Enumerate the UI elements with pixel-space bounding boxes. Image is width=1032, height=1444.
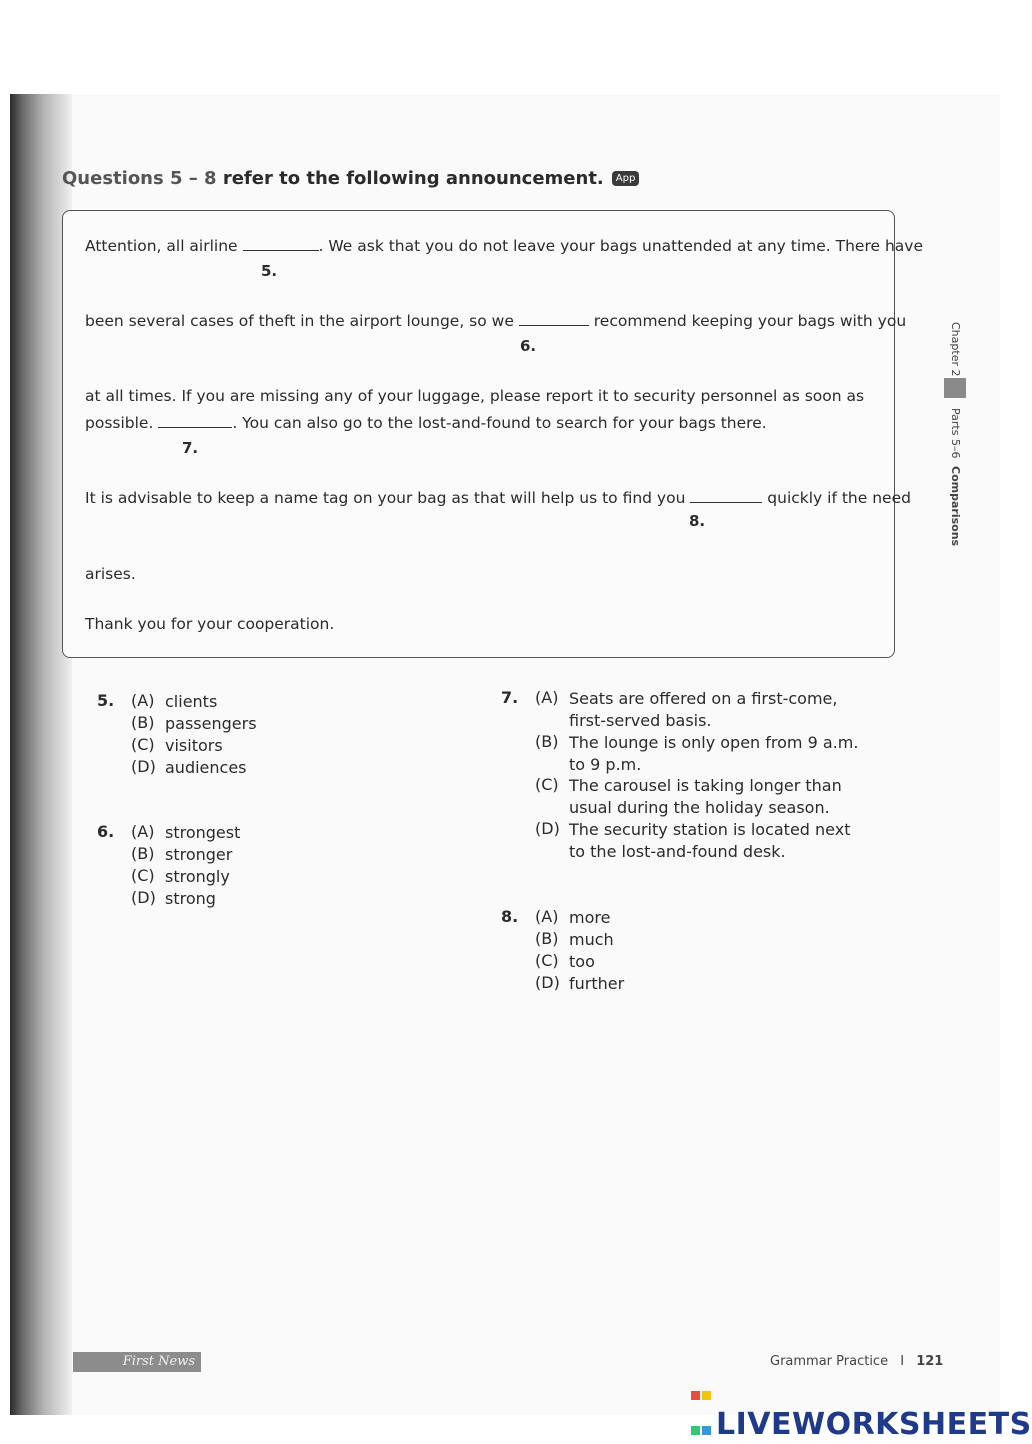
option-letter: (C) <box>535 951 559 970</box>
option-7a[interactable] <box>535 688 869 732</box>
question-number: 6. <box>97 822 115 841</box>
option-letter: (D) <box>535 973 560 992</box>
option-text: audiences <box>165 758 247 777</box>
option-letter: (C) <box>131 735 155 754</box>
liveworksheets-logo-icon <box>690 1374 712 1444</box>
blank-7[interactable] <box>158 413 232 428</box>
option-5c[interactable] <box>131 735 223 757</box>
line-2-end: recommend keeping your bags with you <box>593 312 907 330</box>
watermark-text: LIVEWORKSHEETS <box>716 1407 1032 1442</box>
announcement-line-3: at all times. If you are missing any of your luggage, please report it to security personnel as soon as <box>85 387 865 405</box>
option-5d[interactable] <box>131 757 247 779</box>
option-7b[interactable] <box>535 732 869 776</box>
option-letter: (B) <box>131 713 155 732</box>
announcement-box <box>62 210 923 658</box>
question-6 <box>97 822 397 922</box>
option-7d[interactable] <box>535 819 869 863</box>
option-letter: (C) <box>535 775 559 794</box>
line-1-start: Attention, all airline <box>85 237 238 255</box>
side-tab-marker <box>944 378 966 398</box>
option-8b[interactable] <box>535 929 614 951</box>
question-number: 5. <box>97 691 115 710</box>
page-footer <box>770 1354 943 1369</box>
announcement-closing: Thank you for your cooperation. <box>85 615 335 633</box>
announcement-line-1 <box>85 236 923 255</box>
option-text: The carousel is taking longer than usual during the holiday season. <box>569 776 842 817</box>
option-letter: (B) <box>131 844 155 863</box>
option-text: strongest <box>165 823 241 842</box>
page-number: 121 <box>916 1354 944 1369</box>
blank-number-5: 5. <box>261 262 278 280</box>
option-8c[interactable] <box>535 951 595 973</box>
question-number: 8. <box>501 907 519 926</box>
announcement-line-5 <box>85 488 911 507</box>
option-letter: (A) <box>535 688 559 707</box>
line-5-start: It is advisable to keep a name tag on your bag as that will help us to find you <box>85 489 686 507</box>
option-letter: (D) <box>131 888 156 907</box>
question-7 <box>501 688 881 868</box>
heading-question-range: Questions 5 – 8 <box>62 168 217 189</box>
option-8d[interactable] <box>535 973 624 995</box>
option-5a[interactable] <box>131 691 217 713</box>
line-4-start: possible. <box>85 414 154 432</box>
blank-8[interactable] <box>690 488 762 503</box>
side-parts: Parts 5–6 <box>949 408 962 459</box>
option-text: clients <box>165 692 218 711</box>
blank-number-8: 8. <box>689 512 706 530</box>
line-2-start: been several cases of theft in the airport lounge, so we <box>85 312 514 330</box>
option-letter: (C) <box>131 866 155 885</box>
option-letter: (B) <box>535 732 559 751</box>
section-heading <box>62 168 639 189</box>
app-badge: App <box>612 171 640 186</box>
option-7c[interactable] <box>535 775 869 819</box>
option-text: stronger <box>165 845 233 864</box>
option-letter: (D) <box>131 757 156 776</box>
option-text: strong <box>165 889 216 908</box>
option-letter: (B) <box>535 929 559 948</box>
option-text: too <box>569 952 595 971</box>
line-4-end: . You can also go to the lost-and-found to search for your bags there. <box>232 414 767 432</box>
option-6a[interactable] <box>131 822 240 844</box>
option-text: The security station is located next to the lost-and-found desk. <box>569 820 851 861</box>
heading-text: refer to the following announcement. <box>216 168 604 189</box>
side-topic: Comparisons <box>949 466 962 547</box>
blank-number-6: 6. <box>520 337 537 355</box>
option-text: Seats are offered on a first-come, first-served basis. <box>569 689 838 730</box>
option-letter: (D) <box>535 819 560 838</box>
option-5b[interactable] <box>131 713 257 735</box>
option-letter: (A) <box>131 822 155 841</box>
option-letter: (A) <box>131 691 155 710</box>
option-text: further <box>569 974 625 993</box>
announcement-line-2 <box>85 311 906 330</box>
option-text: more <box>569 908 611 927</box>
option-text: much <box>569 930 614 949</box>
option-6d[interactable] <box>131 888 216 910</box>
line-5-end: quickly if the need <box>767 489 911 507</box>
publisher-logo: First News <box>73 1352 201 1372</box>
option-text: visitors <box>165 736 223 755</box>
line-1-end: . We ask that you do not leave your bags unattended at any time. There have <box>318 237 923 255</box>
question-number: 7. <box>501 688 519 707</box>
book-title: Grammar Practice <box>770 1354 889 1369</box>
chapter-side-tab <box>942 320 968 547</box>
announcement-line-4 <box>85 413 767 432</box>
footer-separator: I <box>900 1354 905 1369</box>
option-text: passengers <box>165 714 257 733</box>
option-letter: (A) <box>535 907 559 926</box>
blank-5[interactable] <box>243 236 319 251</box>
option-text: strongly <box>165 867 230 886</box>
option-6b[interactable] <box>131 844 232 866</box>
blank-number-7: 7. <box>182 439 199 457</box>
liveworksheets-watermark <box>690 1374 1032 1444</box>
announcement-line-6: arises. <box>85 565 136 583</box>
blank-6[interactable] <box>519 311 589 326</box>
question-5 <box>97 691 397 791</box>
option-8a[interactable] <box>535 907 610 929</box>
option-6c[interactable] <box>131 866 230 888</box>
option-text: The lounge is only open from 9 a.m. to 9 p.m. <box>569 733 859 774</box>
question-8 <box>501 907 801 1007</box>
side-chapter: Chapter 2 <box>949 322 962 377</box>
